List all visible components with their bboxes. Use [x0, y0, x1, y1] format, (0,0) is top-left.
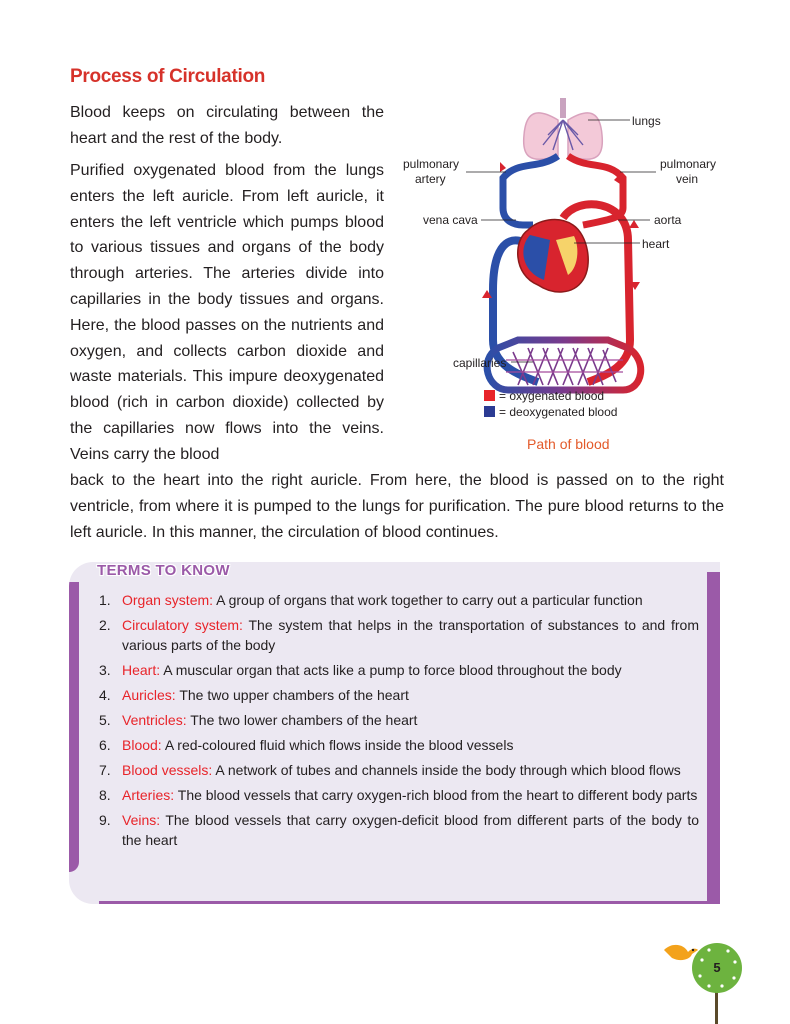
term-definition: The blood vessels that carry oxygen-deficit blood from different parts of the body to the heart — [122, 812, 699, 848]
circulation-paragraph-continued: back to the heart into the right auricle. From here, the blood is passed on to the right ventricle, from where it is pumped to the lungs for purification. The pure blood returns to the left auricle. In this manner, the circulation of blood continues. — [70, 472, 724, 541]
terms-to-know-box — [69, 562, 720, 904]
term-number: 2. — [99, 617, 111, 633]
tree-icon — [692, 943, 742, 1024]
term-item — [99, 615, 699, 655]
term-definition: A red-coloured fluid which flows inside the blood vessels — [161, 737, 514, 753]
legend-deoxygenated-text: = deoxygenated blood — [499, 405, 618, 419]
term-item — [99, 785, 699, 805]
term-item — [99, 590, 699, 610]
term-number: 1. — [99, 592, 111, 608]
term-name: Arteries: — [122, 787, 175, 803]
intro-line: heart and the rest of the body. — [70, 129, 283, 147]
intro-line: Blood keeps on circulating between the — [70, 104, 384, 121]
term-name: Heart: — [122, 662, 161, 678]
term-definition: The system that helps in the transportation of substances to and from various parts of the body — [122, 617, 699, 653]
term-name: Organ system: — [122, 592, 214, 608]
terms-title: TERMS TO KNOW — [97, 562, 230, 579]
pulmonary-vein-label: vein — [676, 172, 699, 186]
legend-oxygenated-swatch — [484, 390, 495, 401]
term-item — [99, 810, 699, 850]
pulmonary-vein-label: pulmonary — [660, 157, 717, 171]
term-definition: The blood vessels that carry oxygen-rich blood from the heart to different body parts — [174, 787, 698, 803]
lungs-illustration — [524, 98, 603, 159]
capillaries-label: capillaries — [453, 356, 507, 370]
box-border-left — [69, 582, 79, 872]
legend-oxygenated-text: = oxygenated blood — [499, 389, 605, 403]
term-name: Circulatory system: — [122, 617, 243, 633]
term-item — [99, 710, 699, 730]
term-name: Ventricles: — [122, 712, 187, 728]
diagram-caption: Path of blood — [527, 436, 610, 452]
term-item — [99, 760, 699, 780]
vena-cava-label: vena cava — [423, 213, 478, 227]
term-number: 5. — [99, 712, 111, 728]
intro-paragraph — [70, 100, 384, 152]
term-number: 4. — [99, 687, 111, 703]
pulmonary-artery-vessel — [503, 156, 558, 225]
section-heading: Process of Circulation — [70, 66, 266, 87]
term-definition: A network of tubes and channels inside the body through which blood flows — [212, 762, 681, 778]
term-definition: The two lower chambers of the heart — [186, 712, 418, 728]
lungs-label: lungs — [632, 114, 661, 128]
pulmonary-artery-label: pulmonary — [403, 157, 460, 171]
term-name: Veins: — [122, 812, 161, 828]
bird-icon — [664, 945, 698, 960]
aorta-label: aorta — [654, 213, 682, 227]
term-definition: The two upper chambers of the heart — [175, 687, 409, 703]
term-item — [99, 660, 699, 680]
term-item — [99, 685, 699, 705]
term-number: 6. — [99, 737, 111, 753]
circulation-paragraph: Purified oxygenated blood from the lungs enters the left auricle. From left auricle, it enters the left ventricle which pumps blood to various tissues and organs of the body through arteries. The arteries divide into capillaries in the body tissues and organs. Here, the blood passes on the nutrients and oxygen, and collects carbon dioxide and waste materials. This impure deoxygenated blood (rich in carbon dioxide) collected by the capillaries now flows into the veins. Veins carry the blood — [70, 162, 384, 463]
term-number: 8. — [99, 787, 111, 803]
term-item — [99, 735, 699, 755]
circulation-diagram — [398, 90, 738, 460]
term-name: Auricles: — [122, 687, 176, 703]
legend-deoxygenated-swatch — [484, 406, 495, 417]
term-definition: A group of organs that work together to carry out a particular function — [213, 592, 643, 608]
heart-label: heart — [642, 237, 670, 251]
term-number: 3. — [99, 662, 111, 678]
heart-illustration — [518, 220, 588, 292]
term-name: Blood vessels: — [122, 762, 213, 778]
term-definition: A muscular organ that acts like a pump to force blood throughout the body — [160, 662, 622, 678]
term-name: Blood: — [122, 737, 162, 753]
box-border-right — [707, 572, 720, 904]
page-number-badge — [662, 936, 752, 1024]
term-number: 9. — [99, 812, 111, 828]
pulmonary-artery-label: artery — [415, 172, 446, 186]
box-border-bottom — [99, 901, 720, 904]
term-number: 7. — [99, 762, 111, 778]
page-number: 5 — [713, 960, 721, 975]
terms-list — [99, 590, 699, 855]
